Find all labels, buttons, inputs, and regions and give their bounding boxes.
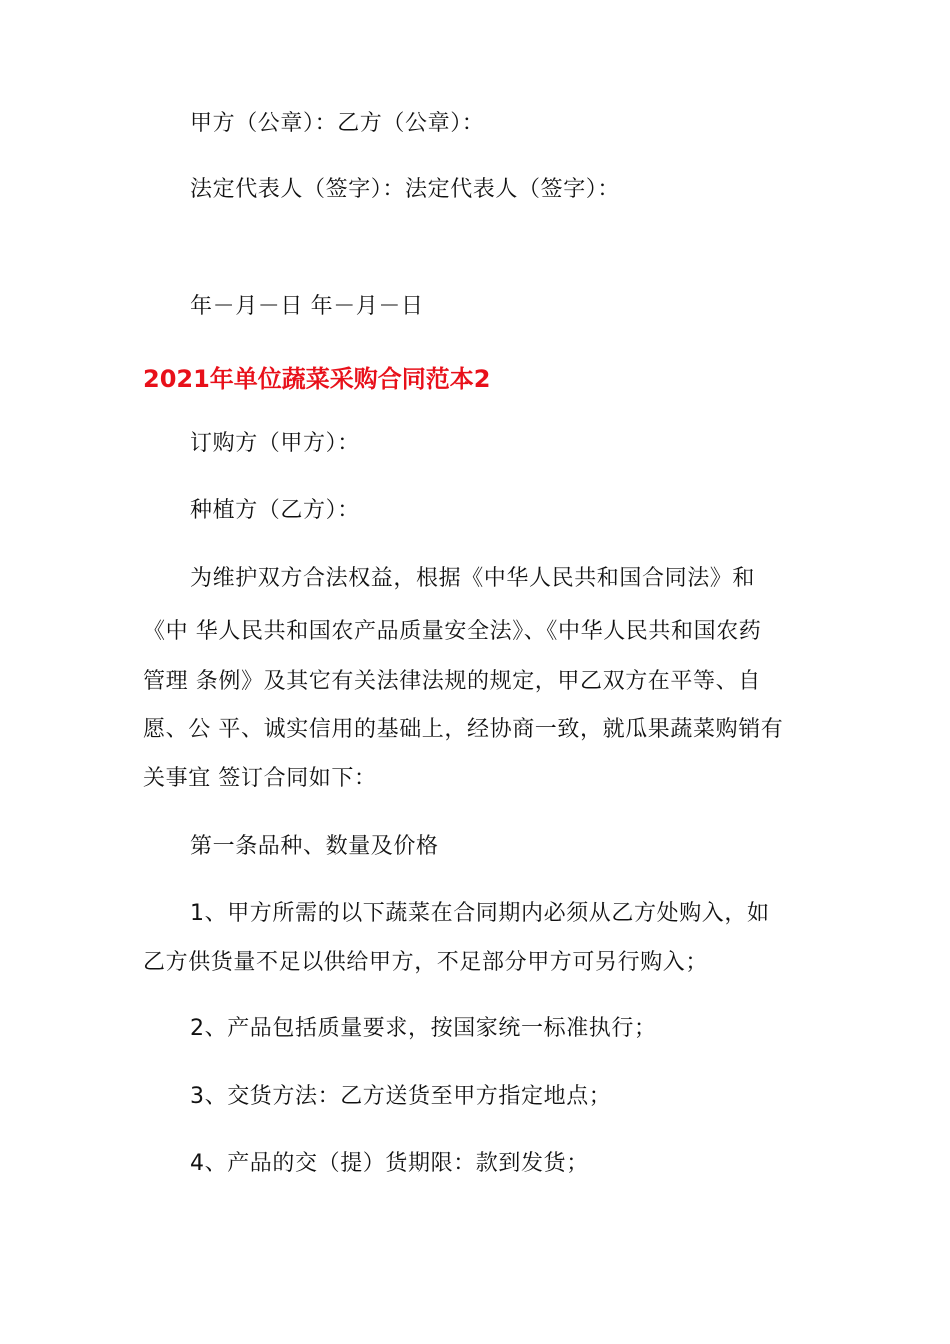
item-4: 4、产品的交（提）货期限：款到发货；: [190, 1151, 589, 1176]
section-title: 2021年单位蔬菜采购合同范本2: [143, 365, 491, 393]
preamble-line: 为维护双方合法权益，根据《中华人民共和国合同法》和: [190, 566, 756, 591]
party-seal-line: 甲方（公章）：乙方（公章）：: [190, 111, 485, 136]
preamble-line: 愿、公 平、诚实信用的基础上，经协商一致，就瓜果蔬菜购销有: [143, 717, 784, 742]
item-1-line: 1、甲方所需的以下蔬菜在合同期内必须从乙方处购入，如: [190, 901, 770, 926]
grower-line: 种植方（乙方）：: [190, 498, 360, 523]
item-3: 3、交货方法：乙方送货至甲方指定地点；: [190, 1084, 612, 1109]
item-1-line: 乙方供货量不足以供给甲方，不足部分甲方可另行购入；: [143, 950, 709, 975]
preamble-line: 《中 华人民共和国农产品质量安全法》、《中华人民共和国农药: [143, 619, 762, 644]
article-1-heading: 第一条品种、数量及价格: [190, 834, 439, 859]
preamble-line: 关事宜 签订合同如下：: [143, 766, 377, 791]
signing-date-line: 年－月－日 年－月－日: [190, 294, 424, 319]
legal-representative-line: 法定代表人（签字）：法定代表人（签字）：: [190, 177, 621, 202]
preamble-line: 管理 条例》及其它有关法律法规的规定，甲乙双方在平等、自: [143, 669, 761, 694]
buyer-line: 订购方（甲方）：: [190, 431, 360, 456]
item-2: 2、产品包括质量要求，按国家统一标准执行；: [190, 1016, 657, 1041]
